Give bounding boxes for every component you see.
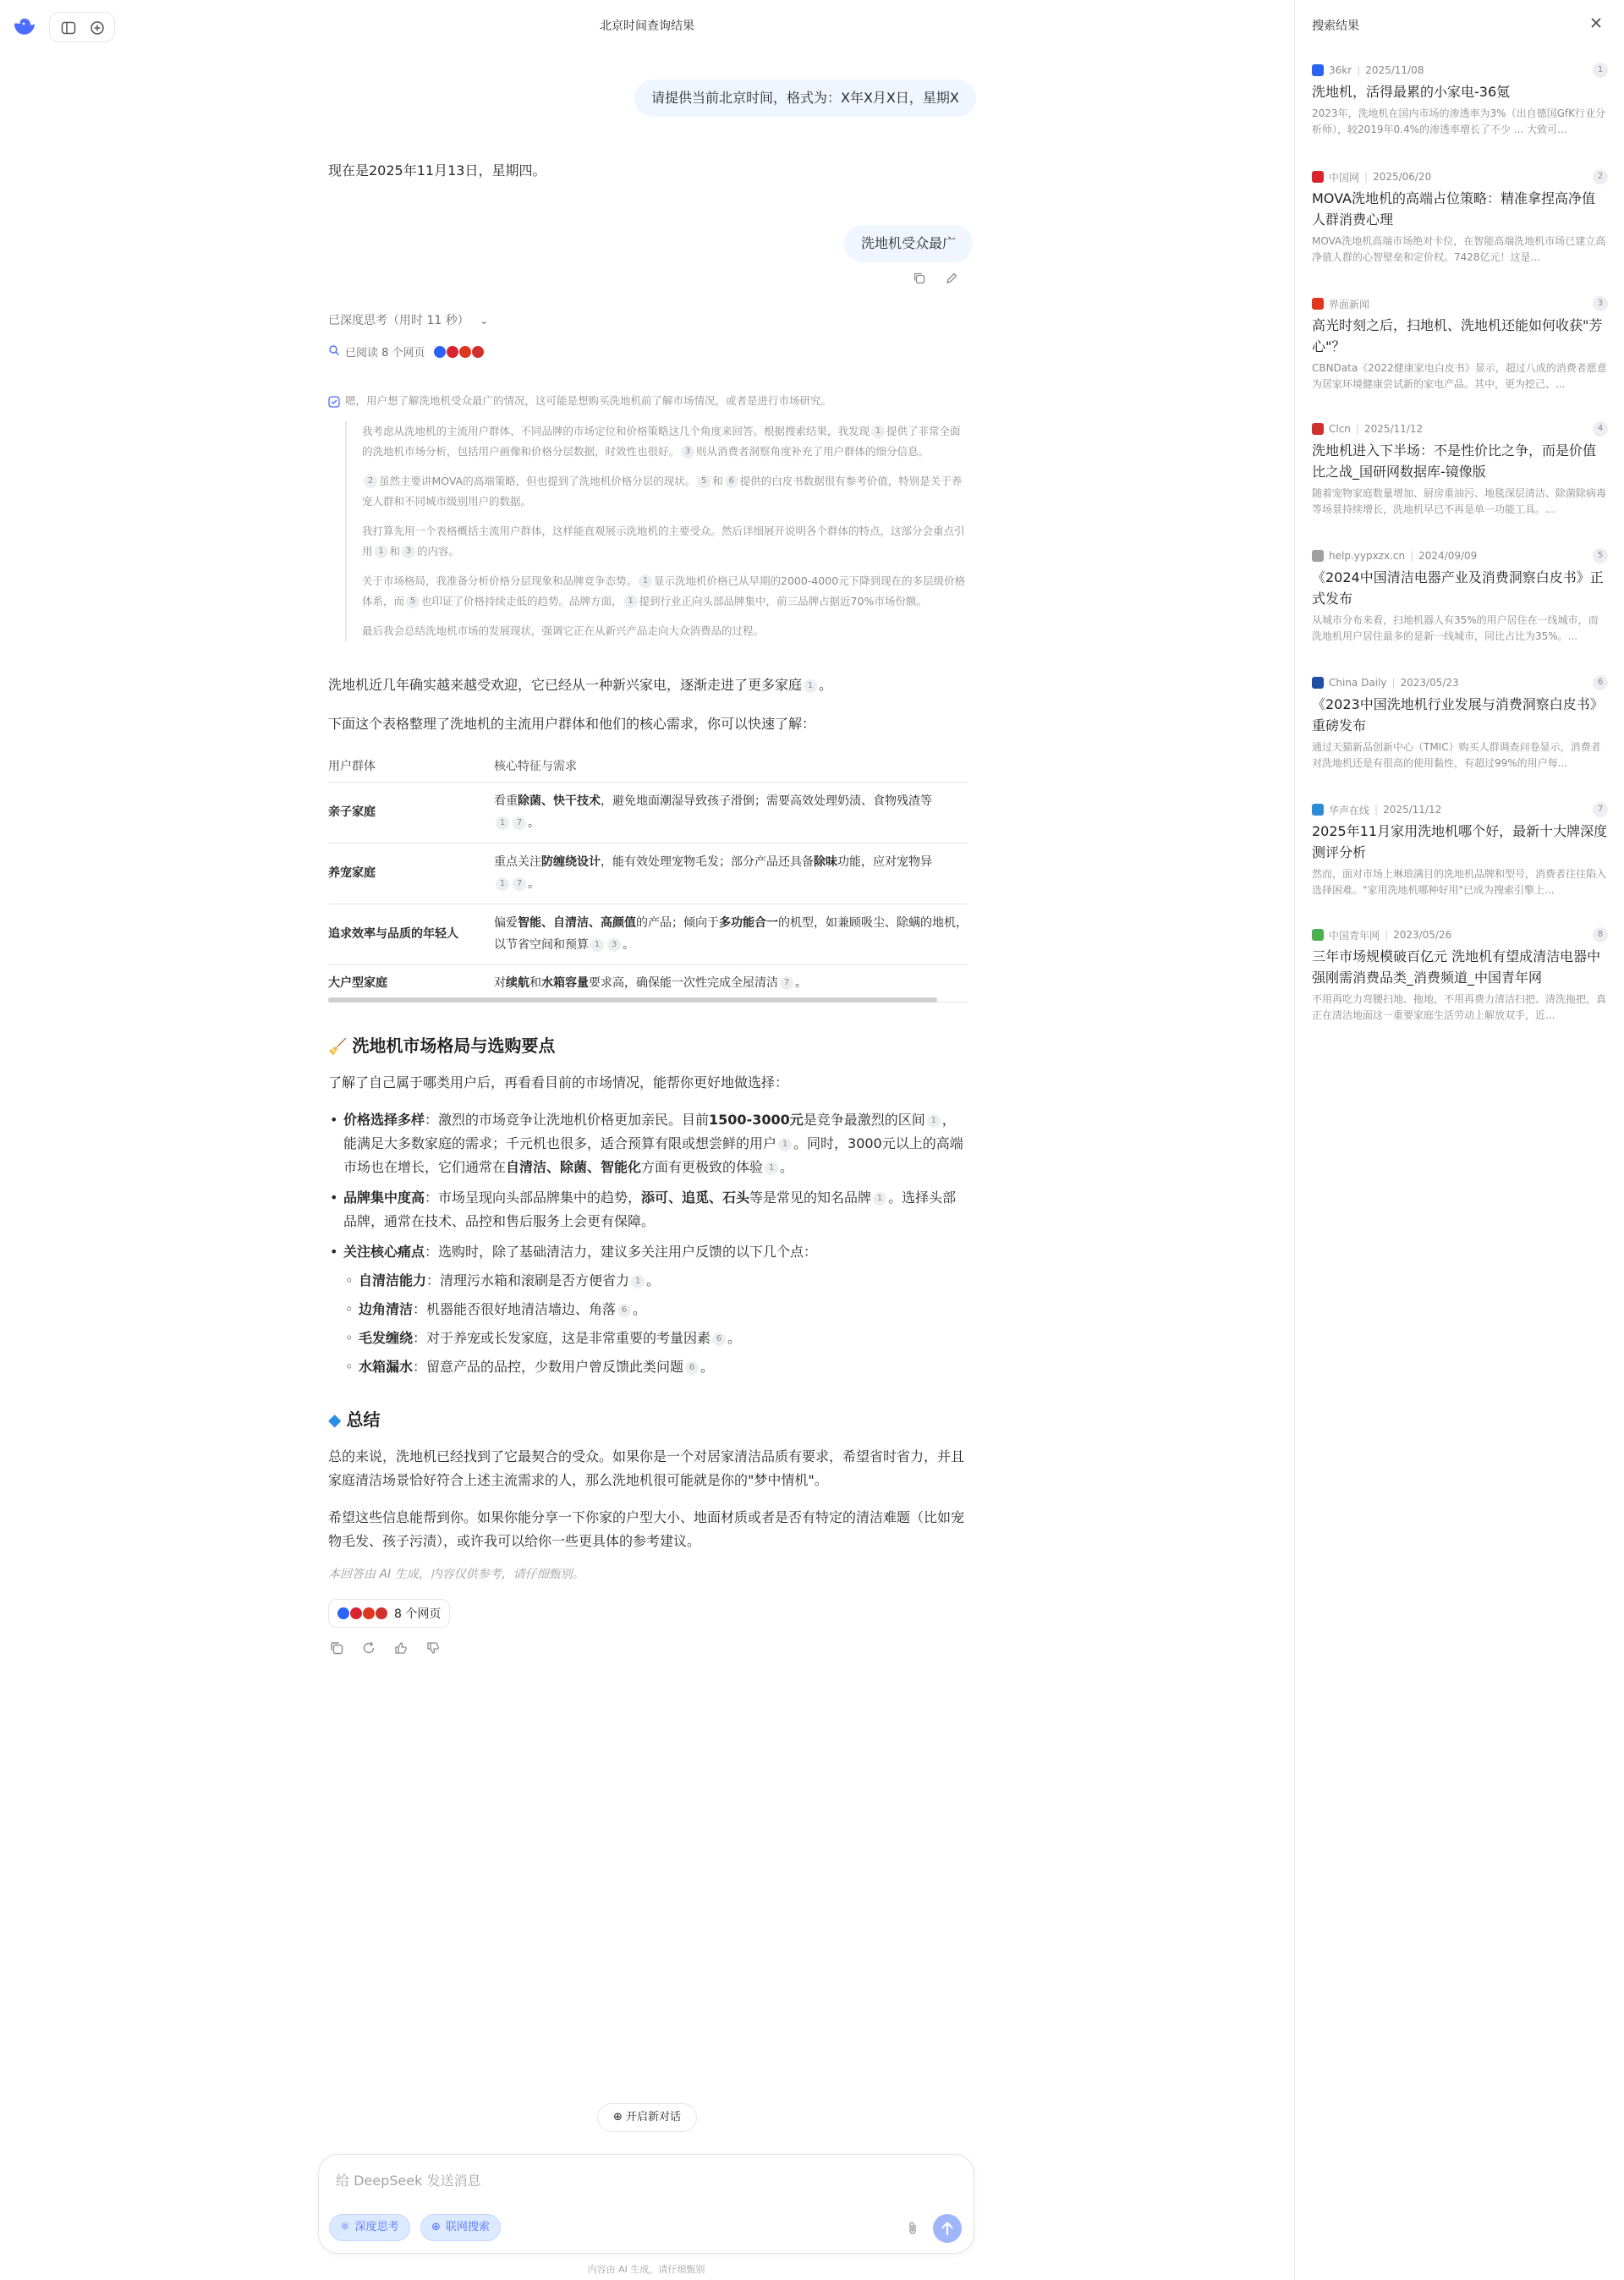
table-row	[328, 782, 968, 843]
item-label: 毛发缠绕	[359, 1330, 414, 1346]
result-number: 6	[1593, 675, 1608, 690]
panel-title: 搜索结果	[1312, 19, 1359, 33]
item-label: 品牌集中度高	[343, 1189, 425, 1206]
think-text: 提到行业正向头部品牌集中，前三品牌占据近70%市场份额。	[639, 595, 927, 607]
item-text: 。同时，3000元以上的高端市场也在增长，它们通常在	[343, 1135, 963, 1175]
cell-text: ，避免地面潮湿导致孩子滑倒；需要高效处理奶渍、食物残渣等	[601, 794, 932, 808]
table-cell-desc: 偏爱智能、自清洁、高颜值的产品；倾向于多功能合一的机型，如兼顾吸尘、除螨的地机，以节省空间和预算 1 3 。	[494, 904, 968, 964]
source-favicons	[337, 1607, 387, 1619]
think-text: 和	[389, 545, 401, 558]
result-snippet: 2023年，洗地机在国内市场的渗透率为3%（出自德国GfK行业分析师），较2019年0.4%的渗透率增长了不少 ... 大致可...	[1312, 107, 1605, 135]
search-result-card[interactable]	[1312, 548, 1608, 645]
message-composer	[318, 2154, 974, 2254]
result-number: 7	[1593, 802, 1608, 817]
item-bold: 1500-3000元	[709, 1112, 804, 1128]
citation[interactable]: 5	[406, 595, 420, 608]
think-text: 关于市场格局，我准备分析价格分层现象和品牌竞争态势。	[362, 574, 638, 587]
result-number: 8	[1593, 927, 1608, 942]
result-number: 2	[1593, 169, 1608, 184]
pages-count: 8 个网页	[394, 1607, 442, 1621]
cell-bold: 水箱容量	[541, 976, 589, 990]
plus-circle-icon: ⊕	[612, 2111, 623, 2123]
item-text: ：选购时，除了基础清洁力，建议多关注用户反馈的以下几个点：	[425, 1244, 818, 1260]
citation[interactable]: 1	[496, 816, 509, 830]
result-source: help.yypxzx.cn	[1329, 550, 1406, 562]
citation[interactable]: 1	[624, 595, 638, 608]
result-source: 界面新闻	[1329, 298, 1370, 310]
site-favicon-icon	[1312, 171, 1324, 183]
table-row	[328, 904, 968, 964]
result-source: 36kr	[1329, 64, 1352, 76]
result-meta: 华声在线 | 2025/11/12	[1312, 802, 1608, 817]
item-text: ：激烈的市场竞争让洗地机价格更加亲民。目前	[425, 1112, 710, 1128]
message-actions	[328, 1640, 442, 1656]
message-input[interactable]: 给 DeepSeek 发送消息	[336, 2173, 481, 2189]
think-text: 的内容。	[417, 545, 460, 558]
assistant-answer: 现在是2025年11月13日，星期四。	[328, 162, 546, 179]
item-text: 。选择头部品牌，通常在技术、品控和售后服务上会更有保障。	[343, 1189, 957, 1229]
result-snippet: 通过天猫新品创新中心（TMIC）购买人群调查问卷显示，消费者对洗地机还是有很高的使用黏性，有超过99%的用户每...	[1312, 741, 1601, 769]
globe-icon: ⊕	[431, 2221, 441, 2233]
item-text: ：市场呈现向头部品牌集中的趋势，	[425, 1189, 642, 1206]
citation[interactable]: 1	[590, 938, 604, 952]
table-row	[328, 964, 968, 1002]
item-bold: 自清洁、除菌、智能化	[506, 1159, 642, 1175]
cell-bold: 除菌、快干技术	[518, 794, 601, 808]
result-snippet: 从城市分布来看，扫地机器人有35%的用户居住在一线城市，而洗地机用户居住最多的是新一线城市，同比占比为35%。...	[1312, 614, 1599, 642]
citation[interactable]: 1	[496, 877, 509, 891]
result-title[interactable]: 洗地机，活得最累的小家电-36氪	[1312, 84, 1511, 100]
citation[interactable]: 1	[873, 1192, 886, 1206]
user-groups-table	[328, 750, 968, 1003]
search-result-card[interactable]	[1312, 169, 1608, 266]
search-result-card[interactable]	[1312, 63, 1608, 138]
result-date: 2025/06/20	[1373, 171, 1432, 183]
result-source: 中国网	[1329, 171, 1360, 184]
result-meta: 中国网 | 2025/06/20	[1312, 169, 1608, 184]
site-favicon-icon	[1312, 677, 1324, 689]
site-favicon-icon	[1312, 929, 1324, 941]
cell-bold: 智能、自清洁、高颜值	[518, 916, 636, 930]
citation[interactable]: 1	[778, 1138, 792, 1151]
item-text: 是竞争最激烈的区间	[803, 1112, 925, 1128]
result-source: Clcn	[1329, 423, 1351, 435]
result-title[interactable]: 三年市场规模破百亿元 洗地机有望成清洁电器中强刚需消费品类_消费频道_中国青年网	[1312, 948, 1601, 986]
think-text: 虽然主要讲MOVA的高端策略，但也提到了洗地机价格分层的现状。	[379, 475, 696, 487]
result-number: 1	[1593, 63, 1608, 78]
result-snippet: CBNData《2022健康家电白皮书》显示，超过八成的消费者愿意为居家环境健康尝试新的家电产品。其中，更为挖己、...	[1312, 362, 1607, 390]
site-favicon-icon	[1312, 804, 1324, 816]
think-text: 我考虑从洗地机的主流用户群体、不同品牌的市场定位和价格策略这几个角度来回答。根据搜索结果，我发现	[362, 425, 870, 437]
cell-bold: 多功能合一	[719, 916, 778, 930]
citation[interactable]: 1	[765, 1162, 778, 1175]
thinking-icon	[328, 394, 340, 415]
arrow-up-icon	[933, 2214, 962, 2243]
item-text: ，能满足大多数家庭的需求；千元机也很多，适合预算有限或想尝鲜的用户	[343, 1112, 956, 1151]
result-source: 中国青年网	[1329, 929, 1380, 942]
user-message: 请提供当前北京时间，格式为：X年X月X日，星期X	[634, 80, 976, 117]
result-meta: 中国青年网 | 2023/05/26	[1312, 927, 1608, 942]
broom-icon: 🧹	[328, 1038, 348, 1056]
citation[interactable]: 7	[513, 877, 526, 891]
page-title: 北京时间查询结果	[600, 19, 694, 33]
table-header: 用户群体	[328, 750, 494, 782]
think-text: 提供的白皮书数据很有参考价值，特别是关于养宠人群和不同城市级别用户的数据。	[362, 475, 963, 508]
edit-icon[interactable]	[944, 271, 959, 289]
citation[interactable]: 7	[780, 976, 793, 990]
section-heading	[328, 1032, 555, 1057]
citation[interactable]: 7	[513, 816, 526, 830]
copy-icon[interactable]	[912, 271, 927, 289]
result-number: 4	[1593, 421, 1608, 437]
list-item	[328, 1186, 968, 1233]
result-snippet: 然而，面对市场上琳琅满目的洗地机品牌和型号，消费者往往陷入选择困难。"家用洗地机哪种好用"已成为搜索引擎上...	[1312, 868, 1607, 896]
answer-paragraph: 下面这个表格整理了洗地机的主流用户群体和他们的核心需求，你可以快速了解：	[328, 716, 816, 732]
web-search-toggle[interactable]	[420, 2214, 501, 2241]
item-text: ：留意产品的品控，少数用户曾反馈此类问题	[413, 1359, 684, 1375]
cell-text: 对	[494, 976, 506, 990]
heading-text: 总结	[346, 1409, 381, 1430]
table-cell-desc: 看重除菌、快干技术，避免地面潮湿导致孩子滑倒；需要高效处理奶渍、食物残渣等 1 7 。	[494, 782, 968, 843]
cell-text: 偏爱	[494, 916, 518, 930]
citation[interactable]: 3	[681, 445, 694, 459]
item-text: 方面有更极致的体验	[641, 1159, 764, 1175]
answer-paragraph: 希望这些信息能帮到你。如果你能分享一下你家的户型大小、地面材质或者是否有特定的清洁难题（比如宠物毛发、孩子污渍），或许我可以给你一些更具体的参考建议。	[328, 1509, 965, 1549]
citation[interactable]: 6	[617, 1304, 631, 1317]
think-text: 也印证了价格持续走低的趋势。品牌方面，	[421, 595, 623, 607]
search-result-card[interactable]	[1312, 421, 1608, 518]
thinking-toggle[interactable]	[328, 311, 488, 328]
citation[interactable]: 3	[607, 938, 621, 952]
thinking-body	[345, 421, 968, 641]
source-favicons	[434, 346, 484, 358]
result-snippet: 不用再吃力弯腰扫地、拖地，不用再费力清洁扫把、清洗拖把，真正在清洁地面这一重要家庭生活劳动上解放双手，近...	[1312, 993, 1607, 1021]
citation[interactable]: 6	[712, 1332, 726, 1346]
sub-list-item: ◦ 边角清洁：机器能否很好地清洁墙边、角落 6 。	[328, 1298, 968, 1321]
sub-list-item: ◦ 毛发缠绕：对于养宠或长发家庭，这是非常重要的考量因素 6 。	[328, 1327, 968, 1350]
result-title[interactable]: 高光时刻之后，扫地机、洗地机还能如何收获"芳心"？	[1312, 317, 1603, 354]
heading-text: 洗地机市场格局与选购要点	[352, 1036, 556, 1056]
site-favicon-icon	[1312, 550, 1324, 562]
result-title[interactable]: 2025年11月家用洗地机哪个好，最新十大牌深度测评分析	[1312, 823, 1608, 860]
citation[interactable]: 3	[402, 545, 415, 558]
new-chat-label: 开启新对话	[626, 2111, 682, 2123]
paperclip-icon[interactable]	[906, 2221, 919, 2236]
result-date: 2023/05/26	[1393, 929, 1452, 941]
result-snippet: 随着宠物家庭数量增加、厨房重油污、地毯深层清洁、除菌除病毒等场景持续增长，洗地机早已不再是单一功能工具。...	[1312, 487, 1607, 515]
result-number: 3	[1593, 296, 1608, 311]
cell-text: ，能有效处理宠物毛发；部分产品还具备	[601, 855, 814, 869]
copy-icon[interactable]	[328, 1640, 345, 1656]
cell-text: 的产品；倾向于	[636, 916, 719, 930]
thinking-content	[328, 391, 968, 651]
citation[interactable]: 1	[639, 574, 652, 588]
search-result-card[interactable]	[1312, 802, 1608, 898]
cell-bold: 防缠绕设计	[541, 855, 601, 869]
composer-footnote: 内容由 AI 生成，请仔细甄别	[587, 2264, 705, 2275]
result-meta	[1312, 296, 1608, 311]
item-text: 等是常见的知名品牌	[749, 1189, 872, 1206]
close-icon[interactable]	[1588, 15, 1604, 30]
item-label: 自清洁能力	[359, 1272, 427, 1288]
cell-text: 要求高，确保能一次性完成全屋清洁	[589, 976, 778, 990]
result-meta: Clcn | 2025/11/12	[1312, 421, 1608, 437]
thumbs-up-icon[interactable]	[392, 1640, 409, 1656]
citation[interactable]: 6	[725, 475, 738, 488]
result-date: 2025/11/08	[1365, 64, 1424, 76]
result-title[interactable]: 《2023中国洗地机行业发展与消费洞察白皮书》重磅发布	[1312, 696, 1604, 733]
search-result-card[interactable]	[1312, 675, 1608, 772]
result-number: 5	[1593, 548, 1608, 563]
citation[interactable]: 2	[364, 475, 377, 488]
read-pages[interactable]	[328, 343, 484, 360]
site-favicon-icon	[1312, 298, 1324, 310]
send-button[interactable]	[933, 2214, 962, 2243]
citation[interactable]: 1	[375, 545, 388, 558]
citation[interactable]: 1	[631, 1275, 645, 1288]
citation[interactable]: 1	[871, 425, 885, 438]
result-title[interactable]: MOVA洗地机的高端占位策略：精准拿捏高净值人群消费心理	[1312, 190, 1595, 228]
result-date: 2023/05/23	[1400, 677, 1459, 689]
think-text: 和	[712, 475, 723, 487]
cell-bold: 除味	[814, 855, 837, 869]
ai-disclaimer: 本回答由 AI 生成，内容仅供参考，请仔细甄别。	[328, 1568, 584, 1581]
cell-text: 重点关注	[494, 855, 541, 869]
cell-text: 的机型，如兼顾吸尘、除螨的地机，以节省空间和预算	[494, 916, 968, 952]
citation[interactable]: 1	[927, 1114, 941, 1128]
table-cell-desc: 重点关注防缠绕设计，能有效处理宠物毛发；部分产品还具备除味功能，应对宠物异 1 7 。	[494, 843, 968, 904]
cell-bold: 续航	[506, 976, 529, 990]
think-text: 提供了非常全面的洗地机市场分析，包括用户画像和价格分层数据，时效性也很好。	[362, 425, 961, 458]
item-text: ：机器能否很好地清洁墙边、角落	[413, 1301, 617, 1317]
table-cell-desc: 对续航和水箱容量要求高，确保能一次性完成全屋清洁 7 。	[494, 964, 968, 1002]
list-item	[328, 1240, 968, 1264]
item-label: 价格选择多样	[343, 1112, 425, 1128]
result-date: 2024/09/09	[1418, 550, 1478, 562]
table-header: 核心特征与需求	[494, 750, 968, 782]
list-item: • 价格选择多样：激烈的市场竞争让洗地机价格更加亲民。目前1500-3000元是竞争最激烈的区间 1 ，能满足大多数家庭的需求；千元机也很多，适合预算有限或想尝鲜的用户 1 。同时，3000元以上的高端市场也在增长，它们通常在自清洁、除菌、智能化方面有更极致的体验 1 。	[328, 1108, 968, 1179]
citation[interactable]: 1	[804, 679, 817, 693]
cell-text: 看重	[494, 794, 518, 808]
cell-text: 功能，应对宠物异	[837, 855, 932, 869]
user-message: 洗地机受众最广	[844, 225, 973, 262]
answer-text: 洗地机近几年确实越来越受欢迎，它已经从一种新兴家电，逐渐走进了更多家庭	[328, 677, 803, 693]
sub-list-item: ◦ 水箱漏水：留意产品的品控，少数用户曾反馈此类问题 6 。	[328, 1355, 968, 1379]
item-bold: 添可、追觅、石头	[641, 1189, 750, 1206]
think-text: 最后我会总结洗地机市场的发展现状，强调它正在从新兴产品走向大众消费品的过程。	[362, 624, 765, 637]
regenerate-icon[interactable]	[360, 1640, 377, 1656]
site-favicon-icon	[1312, 423, 1324, 435]
result-title[interactable]: 洗地机进入下半场：不是性价比之争，而是价值比之战_国研网数据库-镜像版	[1312, 442, 1597, 480]
search-results-panel	[1294, 0, 1624, 2280]
thumbs-down-icon[interactable]	[425, 1640, 442, 1656]
search-result-card[interactable]	[1312, 296, 1608, 393]
table-cell-group: 亲子家庭	[328, 782, 494, 843]
web-search-label: 联网搜索	[445, 2221, 490, 2233]
market-list	[328, 1108, 968, 1379]
result-source: China Daily	[1329, 677, 1387, 689]
deep-think-toggle[interactable]	[329, 2214, 410, 2241]
cell-text: 和	[529, 976, 541, 990]
answer-paragraph: 总的来说，洗地机已经找到了它最契合的受众。如果你是一个对居家清洁品质有要求，希望省时省力，并且家庭清洁场景恰好符合上述主流需求的人，那么洗地机很可能就是你的"梦中情机"。	[328, 1448, 965, 1488]
sub-list-item: ◦ 自清洁能力：清理污水箱和滚刷是否方便省力 1 。	[328, 1269, 968, 1293]
think-text: 则从消费者洞察角度补充了用户群体的细分信息。	[696, 445, 930, 458]
chevron-down-icon: ⌄	[480, 315, 489, 327]
read-label: 已阅读 8 个网页	[345, 347, 425, 360]
result-date: 2025/11/12	[1383, 804, 1442, 816]
result-title[interactable]: 《2024中国清洁电器产业及消费洞察白皮书》正式发布	[1312, 569, 1604, 607]
section-heading	[328, 1406, 380, 1431]
web-pages-chip[interactable]	[328, 1599, 450, 1628]
diamond-icon: ◆	[328, 1409, 342, 1430]
result-date: 2025/11/12	[1363, 423, 1424, 435]
thinking-label: 已深度思考（用时 11 秒）	[328, 314, 469, 327]
deep-think-label: 深度思考	[354, 2221, 399, 2233]
search-result-card[interactable]	[1312, 927, 1608, 1024]
result-meta: 36kr | 2025/11/08	[1312, 63, 1608, 78]
result-meta: China Daily | 2023/05/23	[1312, 675, 1608, 690]
result-meta: help.yypxzx.cn | 2024/09/09	[1312, 548, 1608, 563]
item-text: ：清理污水箱和滚刷是否方便省力	[426, 1272, 630, 1288]
top-bar	[0, 0, 1294, 52]
table-cell-group: 养宠家庭	[328, 843, 494, 904]
search-icon	[328, 344, 340, 360]
table-row	[328, 843, 968, 904]
table-scrollbar[interactable]	[328, 997, 937, 1003]
think-text: 显示洗地机价格已从早期的2000-4000元下降到现在的多层级价格体系，而	[362, 574, 966, 607]
item-label: 关注核心痛点	[343, 1244, 425, 1260]
table-cell-group: 追求效率与品质的年轻人	[328, 904, 494, 964]
think-text: 我打算先用一个表格概括主流用户群体，这样能直观展示洗地机的主要受众。然后详细展开说明各个群体的特点，这部分会重点引用	[362, 525, 965, 558]
answer-paragraph: 洗地机近几年确实越来越受欢迎，它已经从一种新兴家电，逐渐走进了更多家庭 1 。	[328, 677, 833, 693]
answer-paragraph: 了解了自己属于哪类用户后，再看看目前的市场情况，能帮你更好地做选择：	[328, 1074, 789, 1091]
citation[interactable]: 5	[697, 475, 710, 488]
result-snippet: MOVA洗地机高端市场绝对卡位，在智能高端洗地机市场已建立高净值人群的心智壁垒和定价权。7428亿元！这是...	[1312, 235, 1606, 263]
citation[interactable]: 6	[685, 1361, 699, 1375]
item-label: 边角清洁	[359, 1301, 414, 1317]
think-intro: 嗯，用户想了解洗地机受众最广的情况，这可能是想购买洗地机前了解市场情况，或者是进行市场研究。	[345, 394, 832, 407]
result-source: 华声在线	[1329, 804, 1370, 816]
item-label: 水箱漏水	[359, 1359, 414, 1375]
new-chat-button[interactable]	[597, 2103, 697, 2132]
site-favicon-icon	[1312, 64, 1324, 76]
item-text: ：对于养宠或长发家庭，这是非常重要的考量因素	[413, 1330, 711, 1346]
atom-icon: ⚛	[340, 2221, 350, 2233]
table-cell-group: 大户型家庭	[328, 964, 494, 1002]
